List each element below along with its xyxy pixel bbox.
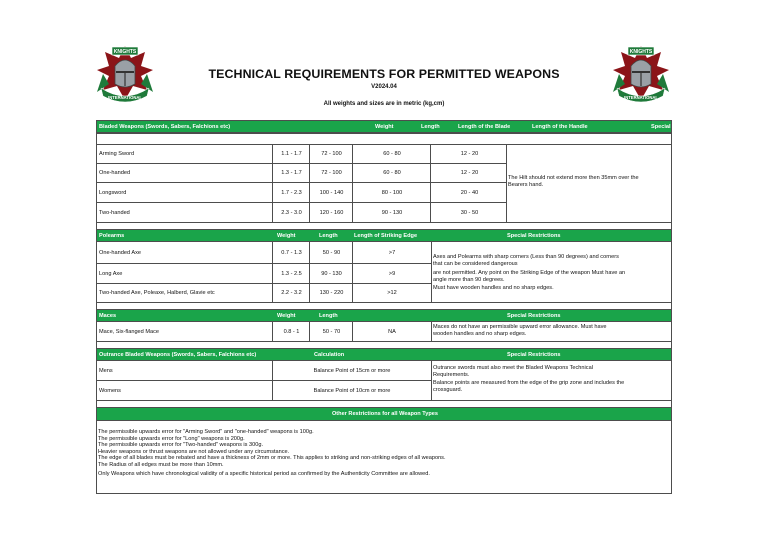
other-restrictions-title: Other Restrictions for all Weapon Types bbox=[331, 411, 439, 417]
maces-header-weight: Weight bbox=[277, 312, 296, 319]
column-divider bbox=[352, 144, 353, 223]
blade-length: 60 - 80 bbox=[383, 151, 401, 157]
maces-header-restrictions: Special Restrictions bbox=[507, 312, 561, 319]
table-row bbox=[96, 380, 432, 401]
column-divider bbox=[309, 321, 310, 342]
edge-length: NA bbox=[388, 328, 396, 335]
restriction-line: Must have wooden handles and no sharp edges. bbox=[433, 285, 554, 292]
restriction-line: The permissible upwards error for "Long" weapons is 200g. bbox=[98, 435, 245, 442]
page-title: TECHNICAL REQUIREMENTS FOR PERMITTED WEAPONS bbox=[208, 67, 560, 81]
calculation: Balance Point of 10cm or more bbox=[313, 387, 391, 394]
restriction-line: angle more than 90 degrees. bbox=[433, 276, 505, 283]
weapon-name: Mace, Six-flanged Mace bbox=[99, 328, 160, 335]
length: 100 - 140 bbox=[319, 189, 344, 196]
length: 130 - 220 bbox=[319, 290, 344, 296]
bladed-header-weight: Weight bbox=[375, 123, 394, 130]
table-row bbox=[96, 283, 432, 303]
bladed-header-handle: Length of the Handle bbox=[532, 123, 588, 130]
column-divider bbox=[352, 241, 353, 303]
column-divider bbox=[309, 144, 310, 223]
blade-length: 60 - 80 bbox=[383, 170, 401, 176]
calculation: Balance Point of 15cm or more bbox=[313, 367, 391, 374]
weapon-name: One-handed Axe bbox=[99, 249, 141, 256]
table-row bbox=[96, 202, 507, 223]
logo-text-bottom: INTERNATIONAL bbox=[624, 95, 658, 100]
restriction-line: The edge of all blades must be rebated and have a thickness of 2mm or more. This applies to striking and non-striking edges of all weapons. bbox=[98, 455, 446, 462]
table-row bbox=[96, 321, 432, 342]
length: 120 - 160 bbox=[319, 209, 344, 216]
units-note: All weights and sizes are in metric (kg,cm) bbox=[323, 101, 445, 107]
weapon-name: Long Axe bbox=[99, 270, 123, 277]
handle-length: 30 - 50 bbox=[460, 209, 479, 216]
logo-text-top: KNIGHTS bbox=[113, 49, 137, 55]
handle-length: 12 - 20 bbox=[460, 151, 479, 157]
weight: 2.2 - 3.2 bbox=[281, 290, 302, 296]
table-row bbox=[96, 182, 507, 203]
restriction-line: The permissible upwards error for "Two-handed" weapons is 300g. bbox=[98, 442, 264, 449]
other-restrictions-header bbox=[96, 407, 672, 421]
column-divider bbox=[272, 241, 273, 303]
polearms-header-length: Length bbox=[319, 232, 338, 239]
logo-text-top: KNIGHTS bbox=[629, 49, 653, 55]
polearms-header-edge: Length of Striking Edge bbox=[354, 232, 418, 239]
version-label: V2024.04 bbox=[371, 84, 397, 90]
edge-length: >7 bbox=[388, 249, 396, 256]
weapon-name: One-handed bbox=[99, 170, 131, 176]
blade-length: 80 - 100 bbox=[381, 189, 403, 196]
table-row bbox=[96, 263, 432, 284]
restriction-line: The permissible upwards error for "Arming Sword" and "one-handed" weapons is 100g. bbox=[98, 429, 314, 435]
handle-length: 20 - 40 bbox=[460, 189, 479, 196]
length: 50 - 70 bbox=[322, 328, 341, 335]
length: 72 - 100 bbox=[321, 170, 342, 176]
restriction-line: Requirements. bbox=[433, 372, 470, 378]
restriction-line: that can be considered dangerous bbox=[433, 261, 518, 267]
restriction-line: Balance points are measured from the edge of the grip zone and includes the bbox=[433, 380, 625, 386]
weight: 1.3 - 2.5 bbox=[281, 270, 302, 277]
restriction-line: wooden handles and no sharp edges. bbox=[433, 331, 527, 337]
outrance-header-restrictions: Special Restrictions bbox=[507, 351, 561, 358]
weapon-name: Two-handed Axe, Poleaxe, Halberd, Glavie etc bbox=[99, 290, 215, 296]
weight: 2.3 - 3.0 bbox=[281, 209, 302, 216]
bladed-header-length: Length bbox=[421, 123, 440, 130]
column-divider bbox=[272, 360, 273, 401]
edge-length: >9 bbox=[388, 270, 396, 277]
logo-text-bottom: INTERNATIONAL bbox=[108, 95, 142, 100]
category-name: Womens bbox=[99, 387, 121, 394]
table-row bbox=[96, 360, 432, 381]
maces-header-category: Maces bbox=[99, 312, 117, 319]
column-divider bbox=[309, 241, 310, 303]
column-divider bbox=[272, 321, 273, 342]
weight: 0.7 - 1.3 bbox=[281, 249, 302, 256]
maces-restrictions bbox=[433, 324, 607, 338]
other-restrictions-list bbox=[98, 429, 446, 477]
restriction-line: The Radius of all edges must be more than 10mm. bbox=[98, 461, 224, 468]
bladed-header bbox=[96, 120, 705, 133]
edge-length: >12 bbox=[387, 290, 397, 296]
weight: 0.8 - 1 bbox=[283, 328, 300, 335]
bladed-header-category: Bladed Weapons (Swords, Sabers, Falchions etc) bbox=[99, 123, 231, 130]
maces-header-length: Length bbox=[319, 312, 338, 319]
table-row bbox=[96, 241, 432, 264]
column-divider bbox=[430, 144, 431, 223]
table-row bbox=[96, 163, 507, 183]
bladed-header-restrictions: Special Restrictions bbox=[651, 123, 705, 130]
weight: 1.7 - 2.3 bbox=[281, 189, 302, 196]
restriction-line: Bearers hand. bbox=[508, 182, 544, 188]
length: 90 - 130 bbox=[321, 270, 342, 277]
restriction-line: Heavier weapons or thrust weapons are not allowed under any circumstance. bbox=[98, 448, 290, 455]
restriction-line: Outrance swords must also meet the Bladed Weapons Technical bbox=[433, 365, 593, 371]
polearms-restrictions bbox=[433, 253, 625, 293]
length: 72 - 100 bbox=[321, 151, 342, 157]
bladed-restrictions bbox=[508, 175, 639, 189]
category-name: Mens bbox=[99, 367, 113, 374]
restriction-line: crossguard. bbox=[433, 387, 463, 393]
column-divider bbox=[272, 144, 273, 223]
table-row bbox=[96, 144, 507, 164]
weight: 1.3 - 1.7 bbox=[281, 170, 302, 176]
column-divider bbox=[352, 321, 353, 342]
weapon-name: Arming Sword bbox=[99, 151, 135, 157]
outrance-header-calculation: Calculation bbox=[314, 351, 345, 358]
restriction-line: Only Weapons which have chronological validity of a specific historical period as confirmed by the Authenticity Committee are allowed. bbox=[98, 470, 430, 477]
bladed-header-blade: Length of the Blade bbox=[458, 123, 511, 130]
restriction-line: The Hilt should not extend more then 35mm over the bbox=[508, 175, 639, 181]
polearms-header-weight: Weight bbox=[277, 232, 296, 239]
restriction-line: are not permitted. Any point on the Striking Edge of the weapon Must have an bbox=[433, 269, 626, 276]
outrance-header-category: Outrance Bladed Weapons (Swords, Sabers, Falchions etc) bbox=[99, 351, 257, 358]
polearms-header-restrictions: Special Restrictions bbox=[507, 232, 561, 239]
handle-length: 12 - 20 bbox=[460, 170, 479, 176]
weapon-name: Longsword bbox=[99, 189, 127, 196]
weapon-name: Two-handed bbox=[99, 209, 130, 216]
length: 50 - 90 bbox=[322, 249, 341, 256]
polearms-header-category: Polearms bbox=[99, 232, 125, 239]
outrance-restrictions bbox=[433, 365, 624, 394]
weight: 1.1 - 1.7 bbox=[281, 151, 302, 157]
restriction-line: Axes and Polearms with sharp corners (Less than 90 degrees) and corners bbox=[433, 254, 619, 260]
blade-length: 90 - 130 bbox=[381, 209, 403, 216]
restriction-line: Maces do not have an permissible upward error allowance. Must have bbox=[433, 324, 607, 330]
